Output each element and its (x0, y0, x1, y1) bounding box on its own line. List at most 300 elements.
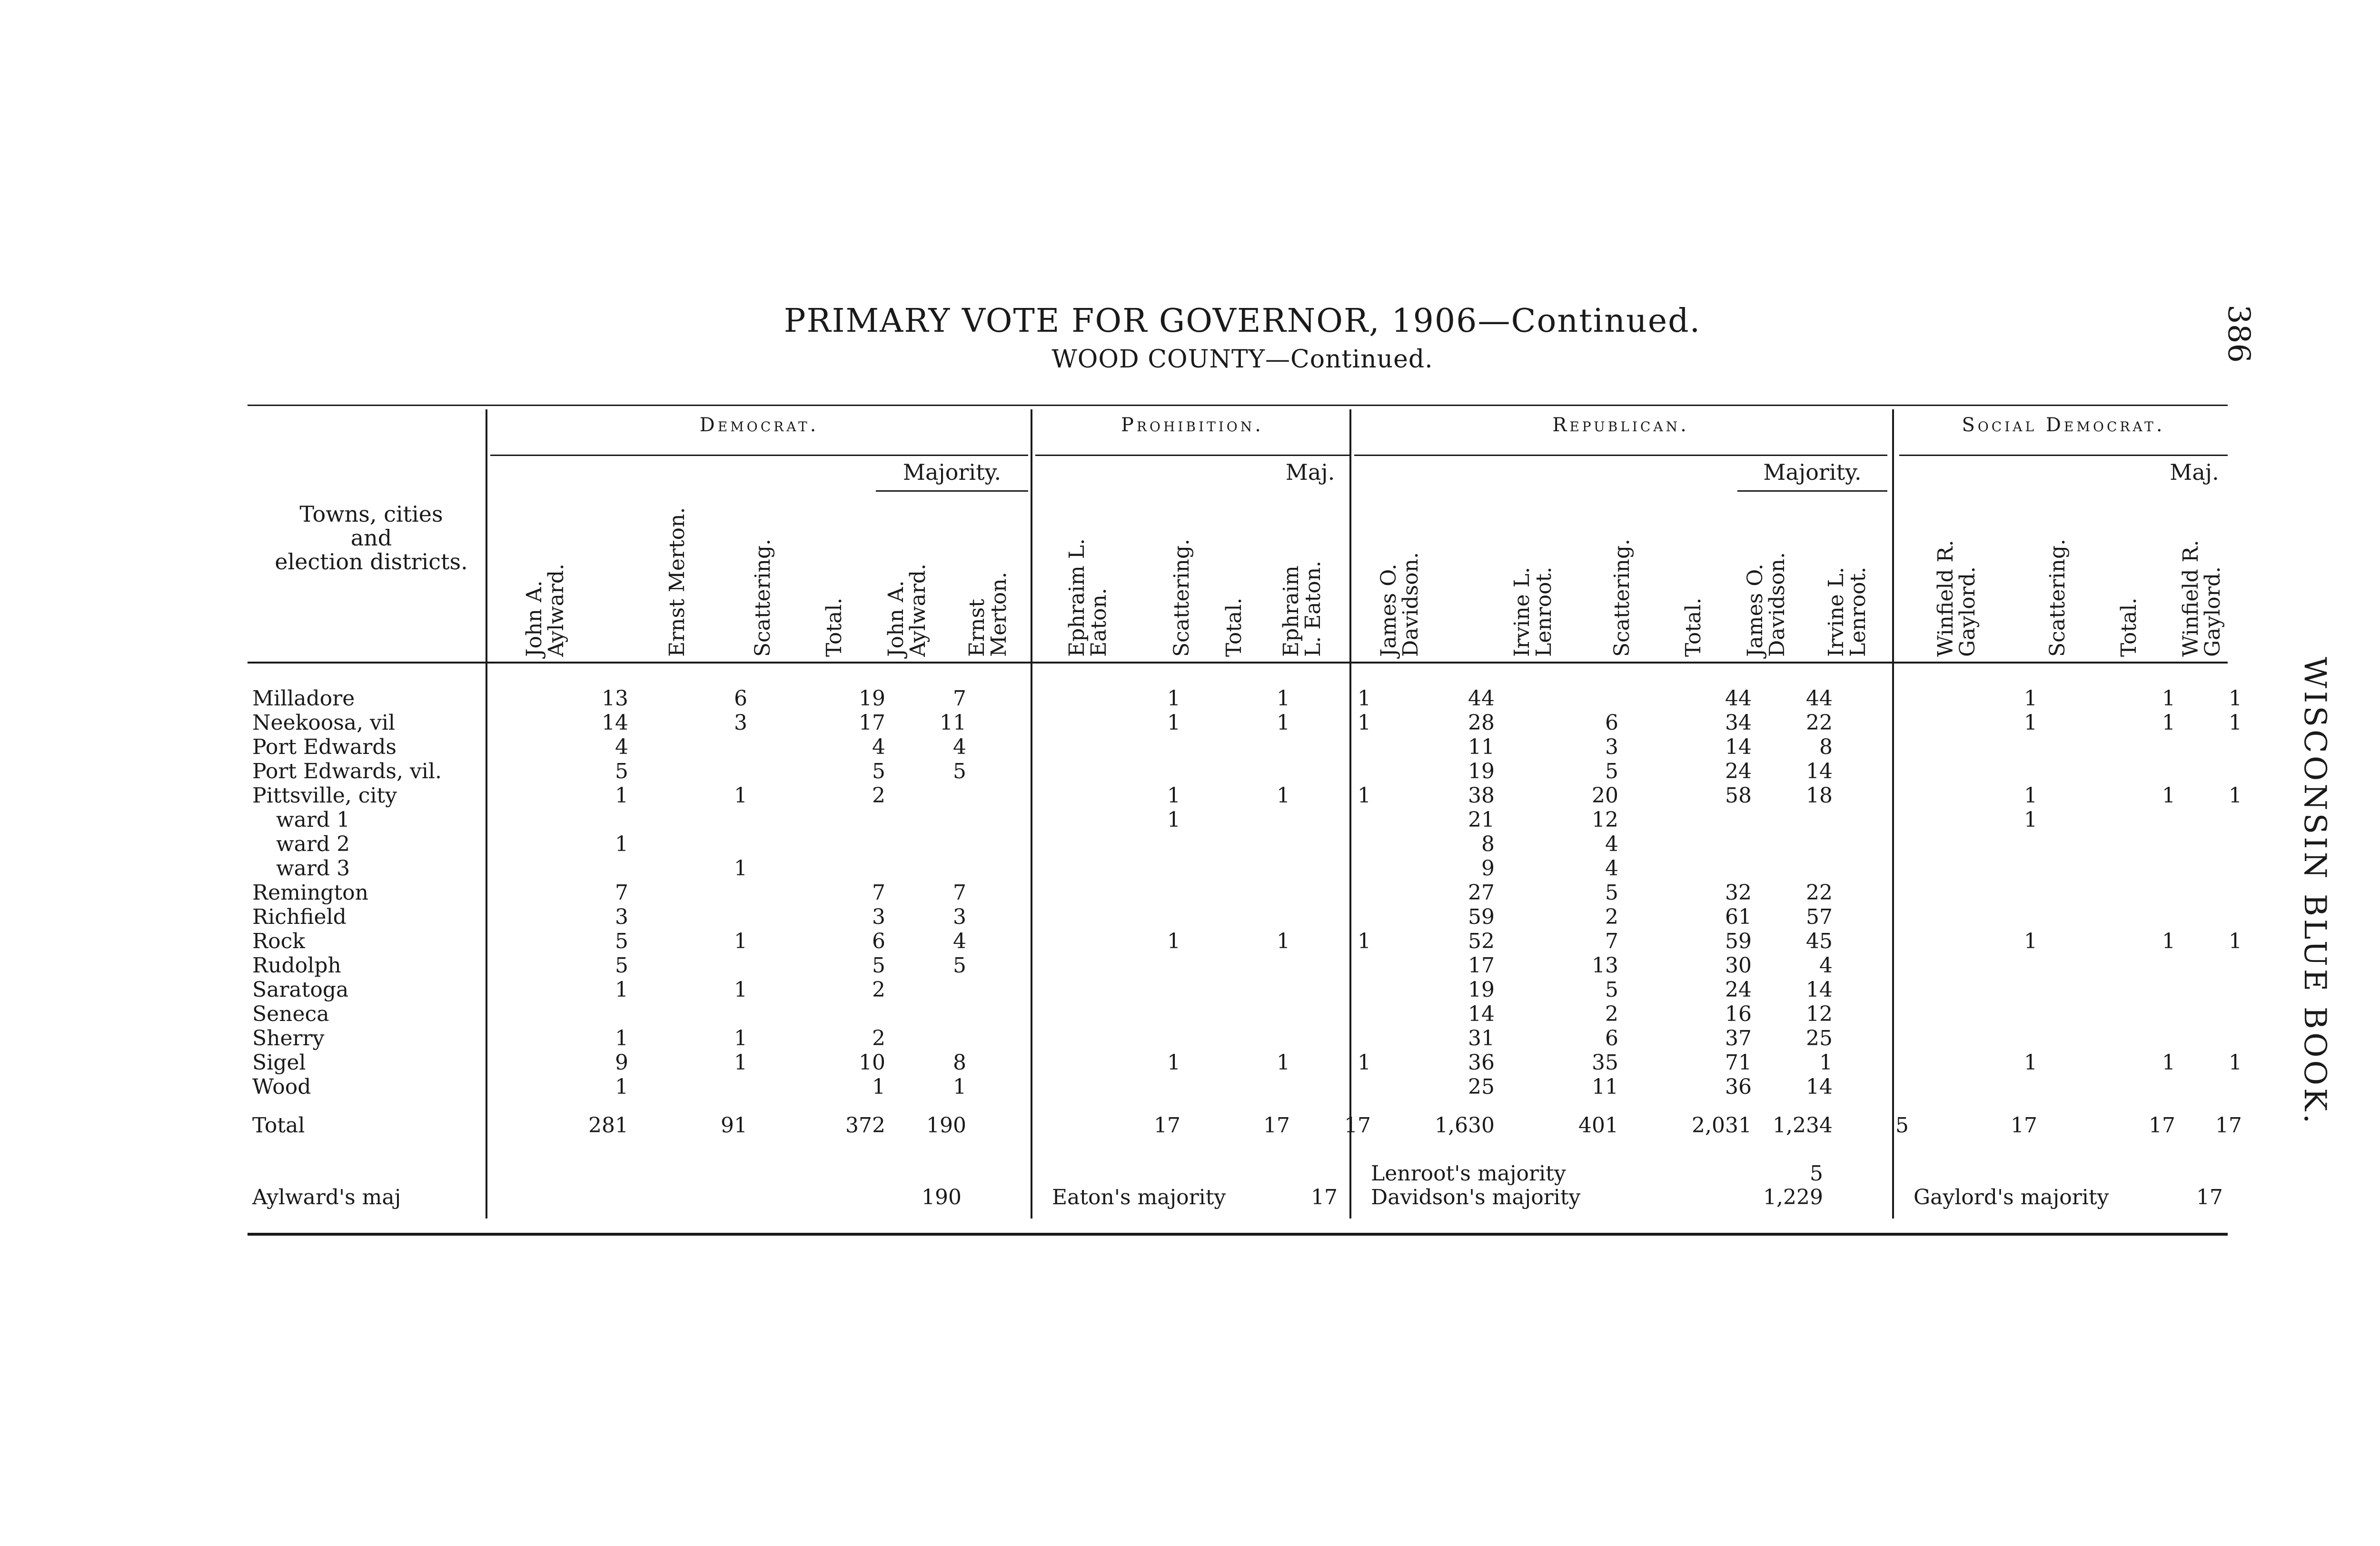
vote-cell (1837, 783, 1914, 808)
vote-cell (2118, 978, 2180, 1002)
vote-cell: 12 (1592, 808, 1618, 832)
vote-cell: 34 (1725, 711, 1752, 735)
vote-cell (633, 905, 752, 929)
vote-cell (890, 1002, 971, 1026)
vote-cell: 18 (1806, 783, 1833, 808)
vote-cell: 6 (872, 929, 885, 953)
col-head-maj-gaylord: Winfield R. Gaylord. (2179, 540, 2225, 657)
vote-cell: 11 (940, 711, 966, 735)
vote-cell (1676, 808, 1756, 832)
vote-cell (1295, 1002, 1376, 1026)
vote-cell (752, 686, 809, 711)
vote-cell (971, 1113, 1047, 1138)
vote-cell: 372 (845, 1113, 885, 1138)
vote-cell: 36 (1725, 1075, 1752, 1099)
vote-cell: 1 (2229, 929, 2242, 953)
vote-cell: 5 (1605, 759, 1618, 783)
aylward-maj-label: Aylward's maj (252, 1185, 401, 1209)
vote-cell (971, 881, 1047, 905)
top-rule (248, 405, 2228, 406)
col-head-total: Total. (822, 597, 846, 657)
vote-cell (1047, 1026, 1185, 1050)
vote-cell (1185, 1050, 1242, 1075)
vote-cell (1242, 953, 1295, 978)
vote-cell (505, 856, 633, 881)
vote-cell (971, 1026, 1047, 1050)
vote-cell (971, 1002, 1047, 1026)
rep-majority-head: Majority. (1763, 459, 1862, 485)
vote-cell: 25 (1468, 1075, 1495, 1099)
vote-cell (890, 808, 971, 832)
vote-cell: 7 (953, 881, 966, 905)
vote-cell: 4 (953, 929, 966, 953)
vote-cell: 6 (1605, 1026, 1618, 1050)
vote-cell (1623, 881, 1676, 905)
vote-cell (633, 881, 752, 905)
party-social-democrat: Social Democrat. (1962, 414, 2165, 436)
vote-cell: 7 (1605, 929, 1618, 953)
vote-cell (1185, 686, 1242, 711)
vote-cell (2180, 881, 2247, 905)
table-row (248, 686, 2247, 711)
vote-cell (752, 832, 809, 856)
vote-table (248, 686, 2247, 1138)
vote-cell: 4 (1605, 856, 1618, 881)
vote-cell (2118, 881, 2180, 905)
vote-cell (1047, 735, 1185, 759)
vote-cell: 17 (2011, 1113, 2037, 1138)
party-democrat: Democrat. (699, 414, 819, 436)
district-name: Richfield (252, 905, 347, 929)
vote-cell: 28 (1468, 711, 1495, 735)
vote-cell (1295, 735, 1376, 759)
vote-cell: 2,031 (1692, 1113, 1752, 1138)
vote-cell (1623, 686, 1676, 711)
vote-cell (2180, 905, 2247, 929)
vote-cell: 2 (1605, 905, 1618, 929)
vote-cell: 1 (1167, 1050, 1180, 1075)
col-head-r-scattering: Scattering. (1610, 538, 1634, 657)
vote-cell (2042, 856, 2118, 881)
vote-cell (1623, 808, 1676, 832)
vote-cell: 59 (1725, 929, 1752, 953)
district-name: Wood (252, 1075, 311, 1099)
vote-cell (2180, 953, 2247, 978)
vote-cell (752, 929, 809, 953)
vote-cell (1623, 1050, 1676, 1075)
vote-cell: 1 (2229, 1050, 2242, 1075)
vote-cell (971, 832, 1047, 856)
vote-cell (633, 953, 752, 978)
vote-cell (2118, 1026, 2180, 1050)
table-row (248, 1002, 2247, 1026)
vote-cell (809, 856, 890, 881)
vote-cell: 4 (872, 735, 885, 759)
vote-cell: 17 (2149, 1113, 2175, 1138)
vote-cell: 190 (926, 1113, 966, 1138)
table-row (248, 832, 2247, 856)
vote-cell (2042, 1075, 2118, 1099)
district-name: Saratoga (252, 978, 349, 1002)
col-head-gaylord: Winfield R. Gaylord. (1934, 540, 1980, 657)
vote-cell: 6 (1605, 711, 1618, 735)
vote-cell: 19 (859, 686, 885, 711)
vote-cell (2180, 1026, 2247, 1050)
vote-cell: 1 (2229, 686, 2242, 711)
dem-majority-head: Majority. (902, 459, 1002, 485)
vote-cell (1242, 1002, 1295, 1026)
vote-cell: 401 (1578, 1113, 1618, 1138)
vote-cell: 1 (2162, 929, 2175, 953)
sd-maj-head: Maj. (2170, 459, 2219, 485)
vote-cell (1623, 832, 1676, 856)
vote-cell: 2 (1605, 1002, 1618, 1026)
vote-cell (2118, 1002, 2180, 1026)
lenroot-maj-label: Lenroot's majority (1371, 1161, 1566, 1186)
vote-cell: 1 (2162, 711, 2175, 735)
vote-cell (1837, 808, 1914, 832)
vote-cell: 17 (2215, 1113, 2242, 1138)
table-row (248, 856, 2247, 881)
vote-cell (971, 686, 1047, 711)
vote-cell: 5 (1605, 978, 1618, 1002)
vote-cell (2042, 1113, 2118, 1138)
aylward-maj-value: 190 (922, 1185, 962, 1209)
col-head-p-scattering: Scattering. (1170, 538, 1194, 657)
vote-cell: 4 (615, 735, 628, 759)
vote-cell (971, 905, 1047, 929)
vote-cell (2042, 1050, 2118, 1075)
table-row (248, 711, 2247, 735)
vote-cell: 1 (615, 1075, 628, 1099)
vote-cell (2042, 978, 2118, 1002)
vote-cell (971, 711, 1047, 735)
vote-cell: 6 (734, 686, 747, 711)
vote-cell (1185, 1002, 1242, 1026)
vote-cell: 25 (1806, 1026, 1833, 1050)
vote-cell (1756, 808, 1837, 832)
spacer-row (248, 1099, 2247, 1113)
vote-cell (1185, 881, 1242, 905)
vote-cell (1185, 759, 1242, 783)
vote-cell: 4 (1819, 953, 1833, 978)
vote-cell (1295, 808, 1376, 832)
vote-cell: 1 (1167, 783, 1180, 808)
vote-cell (1676, 832, 1756, 856)
vote-cell (2042, 808, 2118, 832)
vote-cell: 3 (1605, 735, 1618, 759)
district-name: Port Edwards (252, 735, 397, 759)
vote-cell (1914, 953, 2042, 978)
vote-cell (2042, 1002, 2118, 1026)
social-democrat-rule (1899, 455, 2228, 456)
vote-cell: 24 (1725, 759, 1752, 783)
vote-cell: 37 (1725, 1026, 1752, 1050)
vote-cell (2042, 711, 2118, 735)
vote-cell (2042, 929, 2118, 953)
vote-cell (752, 1050, 809, 1075)
vote-cell (1185, 978, 1242, 1002)
vote-cell: 1 (1277, 686, 1290, 711)
vote-cell (1623, 929, 1676, 953)
vote-cell: 32 (1725, 881, 1752, 905)
eaton-maj-label: Eaton's majority (1052, 1185, 1226, 1209)
vote-cell (1914, 856, 2042, 881)
vote-cell (1837, 1075, 1914, 1099)
col-head-maj-eaton: Ephraim L. Eaton. (1279, 560, 1325, 657)
vote-cell (1676, 856, 1756, 881)
vote-cell: 17 (1344, 1113, 1371, 1138)
vote-cell (809, 808, 890, 832)
vote-cell (971, 1050, 1047, 1075)
district-name: ward 1 (276, 808, 350, 832)
vote-cell (2042, 832, 2118, 856)
vote-cell (1185, 1026, 1242, 1050)
vote-cell: 36 (1468, 1050, 1495, 1075)
vote-cell: 22 (1806, 711, 1833, 735)
republican-rule (1354, 455, 1887, 456)
district-name: Total (252, 1113, 305, 1138)
vote-cell: 61 (1725, 905, 1752, 929)
vote-cell: 1 (2024, 686, 2037, 711)
vote-cell (1185, 1113, 1242, 1138)
district-name: Neekoosa, vil (252, 711, 396, 735)
vote-cell (971, 856, 1047, 881)
vote-cell (1837, 1050, 1914, 1075)
col-head-p-total: Total. (1222, 597, 1246, 657)
bottom-rule (248, 1233, 2228, 1236)
district-name: Sigel (252, 1050, 306, 1075)
vote-cell (752, 905, 809, 929)
vote-cell (1623, 1113, 1676, 1138)
vote-cell: 1,630 (1435, 1113, 1495, 1138)
vote-cell: 59 (1468, 905, 1495, 929)
vote-cell: 3 (734, 711, 747, 735)
col-head-maj-aylward: John A. Aylward. (884, 563, 930, 657)
vote-cell (1185, 905, 1242, 929)
vote-cell (1837, 735, 1914, 759)
vote-cell (752, 1002, 809, 1026)
table-row (248, 953, 2247, 978)
eaton-maj-value: 17 (1311, 1185, 1338, 1209)
gaylord-maj-value: 17 (2196, 1185, 2223, 1209)
vote-cell: 14 (1806, 1075, 1833, 1099)
district-name: Seneca (252, 1002, 329, 1026)
table-row (248, 1075, 2247, 1099)
vote-cell: 4 (953, 735, 966, 759)
vote-cell (890, 856, 971, 881)
vote-cell: 1 (615, 832, 628, 856)
district-name: Rudolph (252, 953, 341, 978)
vote-cell (633, 759, 752, 783)
vote-cell (752, 735, 809, 759)
vote-cell (890, 832, 971, 856)
vote-cell: 52 (1468, 929, 1495, 953)
district-name: Remington (252, 881, 368, 905)
vote-cell: 7 (872, 881, 885, 905)
vote-cell: 5 (615, 759, 628, 783)
vote-cell: 57 (1806, 905, 1833, 929)
vote-cell (1185, 929, 1242, 953)
vote-cell: 1 (734, 1050, 747, 1075)
vote-cell: 30 (1725, 953, 1752, 978)
vote-cell (2042, 953, 2118, 978)
vote-cell (1837, 686, 1914, 711)
col-head-s-scattering: Scattering. (2045, 538, 2070, 657)
vote-cell: 1 (734, 856, 747, 881)
vote-cell (1185, 783, 1242, 808)
col-head-maj-lenroot: Irvine L. Lenroot. (1824, 566, 1870, 657)
vote-cell (2118, 735, 2180, 759)
vote-cell (1185, 832, 1242, 856)
vote-cell (1914, 905, 2042, 929)
col-head-s-total: Total. (2117, 597, 2141, 657)
vote-cell (1295, 978, 1376, 1002)
vote-cell (1914, 832, 2042, 856)
vote-cell (1756, 832, 1837, 856)
vote-cell (633, 735, 752, 759)
table-row (248, 1050, 2247, 1075)
vote-cell: 11 (1468, 735, 1495, 759)
vote-cell: 19 (1468, 759, 1495, 783)
page-subtitle: WOOD COUNTY—Continued. (1051, 345, 1433, 374)
vote-cell (1295, 881, 1376, 905)
vote-cell (1623, 735, 1676, 759)
vote-cell (971, 1075, 1047, 1099)
vote-cell: 7 (953, 686, 966, 711)
vote-cell: 31 (1468, 1026, 1495, 1050)
vote-cell (1295, 832, 1376, 856)
vote-cell (1185, 735, 1242, 759)
vote-cell (1295, 1026, 1376, 1050)
table-row (248, 978, 2247, 1002)
col-head-maj-davidson: James O. Davidson. (1743, 552, 1789, 657)
vote-cell (890, 978, 971, 1002)
vote-cell (1623, 759, 1676, 783)
vote-cell: 16 (1725, 1002, 1752, 1026)
vote-cell: 21 (1468, 808, 1495, 832)
district-name: ward 2 (276, 832, 350, 856)
table-row (248, 881, 2247, 905)
vote-cell (809, 1002, 890, 1026)
vote-cell (1185, 1075, 1242, 1099)
vote-cell (1623, 1002, 1676, 1026)
district-name: Sherry (252, 1026, 325, 1050)
vote-cell: 9 (615, 1050, 628, 1075)
vote-cell (2042, 735, 2118, 759)
vote-cell: 24 (1725, 978, 1752, 1002)
vote-cell (2180, 735, 2247, 759)
vote-cell (890, 783, 971, 808)
vote-cell: 45 (1806, 929, 1833, 953)
vote-cell (1295, 905, 1376, 929)
vote-cell (971, 953, 1047, 978)
vote-cell: 8 (953, 1050, 966, 1075)
vote-cell (752, 856, 809, 881)
vote-cell (971, 735, 1047, 759)
col-head-r-total: Total. (1681, 597, 1706, 657)
vote-cell: 44 (1468, 686, 1495, 711)
page-number: 386 (2221, 305, 2256, 363)
vote-cell: 1 (615, 783, 628, 808)
vote-cell: 2 (872, 1026, 885, 1050)
vote-cell (2180, 759, 2247, 783)
vote-cell (1623, 856, 1676, 881)
district-name: Port Edwards, vil. (252, 759, 442, 783)
vote-cell: 1 (1358, 711, 1371, 735)
vote-cell: 1 (1277, 1050, 1290, 1075)
vote-cell: 35 (1592, 1050, 1618, 1075)
vote-cell (1047, 759, 1185, 783)
vote-cell: 14 (1468, 1002, 1495, 1026)
vote-cell (1295, 759, 1376, 783)
vote-cell (1837, 881, 1914, 905)
vote-cell: 1 (1819, 1050, 1833, 1075)
vote-cell (1837, 953, 1914, 978)
vote-cell: 17 (1468, 953, 1495, 978)
vote-cell (1914, 735, 2042, 759)
vote-cell: 12 (1806, 1002, 1833, 1026)
democrat-rule (490, 455, 1028, 456)
vote-cell (1047, 856, 1185, 881)
vote-cell (2180, 808, 2247, 832)
vote-cell: 14 (602, 711, 628, 735)
dem-majority-rule (876, 490, 1028, 492)
vote-cell (1623, 905, 1676, 929)
vote-cell: 2 (872, 783, 885, 808)
vote-cell: 1 (1167, 686, 1180, 711)
vote-cell: 1 (2024, 783, 2037, 808)
vote-cell: 281 (588, 1113, 628, 1138)
vote-cell (1295, 856, 1376, 881)
vote-cell (2042, 759, 2118, 783)
vote-cell (971, 808, 1047, 832)
table-row (248, 759, 2247, 783)
vote-cell (1185, 808, 1242, 832)
majority-summary (252, 1161, 2228, 1219)
vote-cell (1242, 856, 1295, 881)
vote-cell (1047, 1075, 1185, 1099)
vote-cell (1914, 978, 2042, 1002)
vote-cell: 1 (2229, 783, 2242, 808)
vote-cell: 1 (2229, 711, 2242, 735)
vote-cell (2118, 808, 2180, 832)
lenroot-maj-value: 5 (1810, 1161, 1823, 1186)
vote-cell: 27 (1468, 881, 1495, 905)
vote-cell (1837, 832, 1914, 856)
vote-cell (1914, 1075, 2042, 1099)
vote-cell (2118, 953, 2180, 978)
vote-cell (1623, 1075, 1676, 1099)
vote-cell (1914, 759, 2042, 783)
vote-cell (1242, 1075, 1295, 1099)
vote-cell: 17 (1154, 1113, 1180, 1138)
vote-cell: 11 (1592, 1075, 1618, 1099)
vote-cell: 17 (859, 711, 885, 735)
col-head-merton: Ernst Merton. (665, 507, 689, 657)
vote-cell (1242, 832, 1295, 856)
davidson-maj-value: 1,229 (1763, 1185, 1823, 1209)
row-header-label: Towns, cities and election districts. (275, 501, 468, 575)
vote-cell: 1 (2162, 783, 2175, 808)
vote-cell: 1 (1277, 783, 1290, 808)
vote-cell (1185, 953, 1242, 978)
district-name: Milladore (252, 686, 355, 711)
district-name: Pittsville, city (252, 783, 397, 808)
vote-cell: 1 (1358, 783, 1371, 808)
vote-cell (1242, 735, 1295, 759)
vote-cell (1623, 711, 1676, 735)
